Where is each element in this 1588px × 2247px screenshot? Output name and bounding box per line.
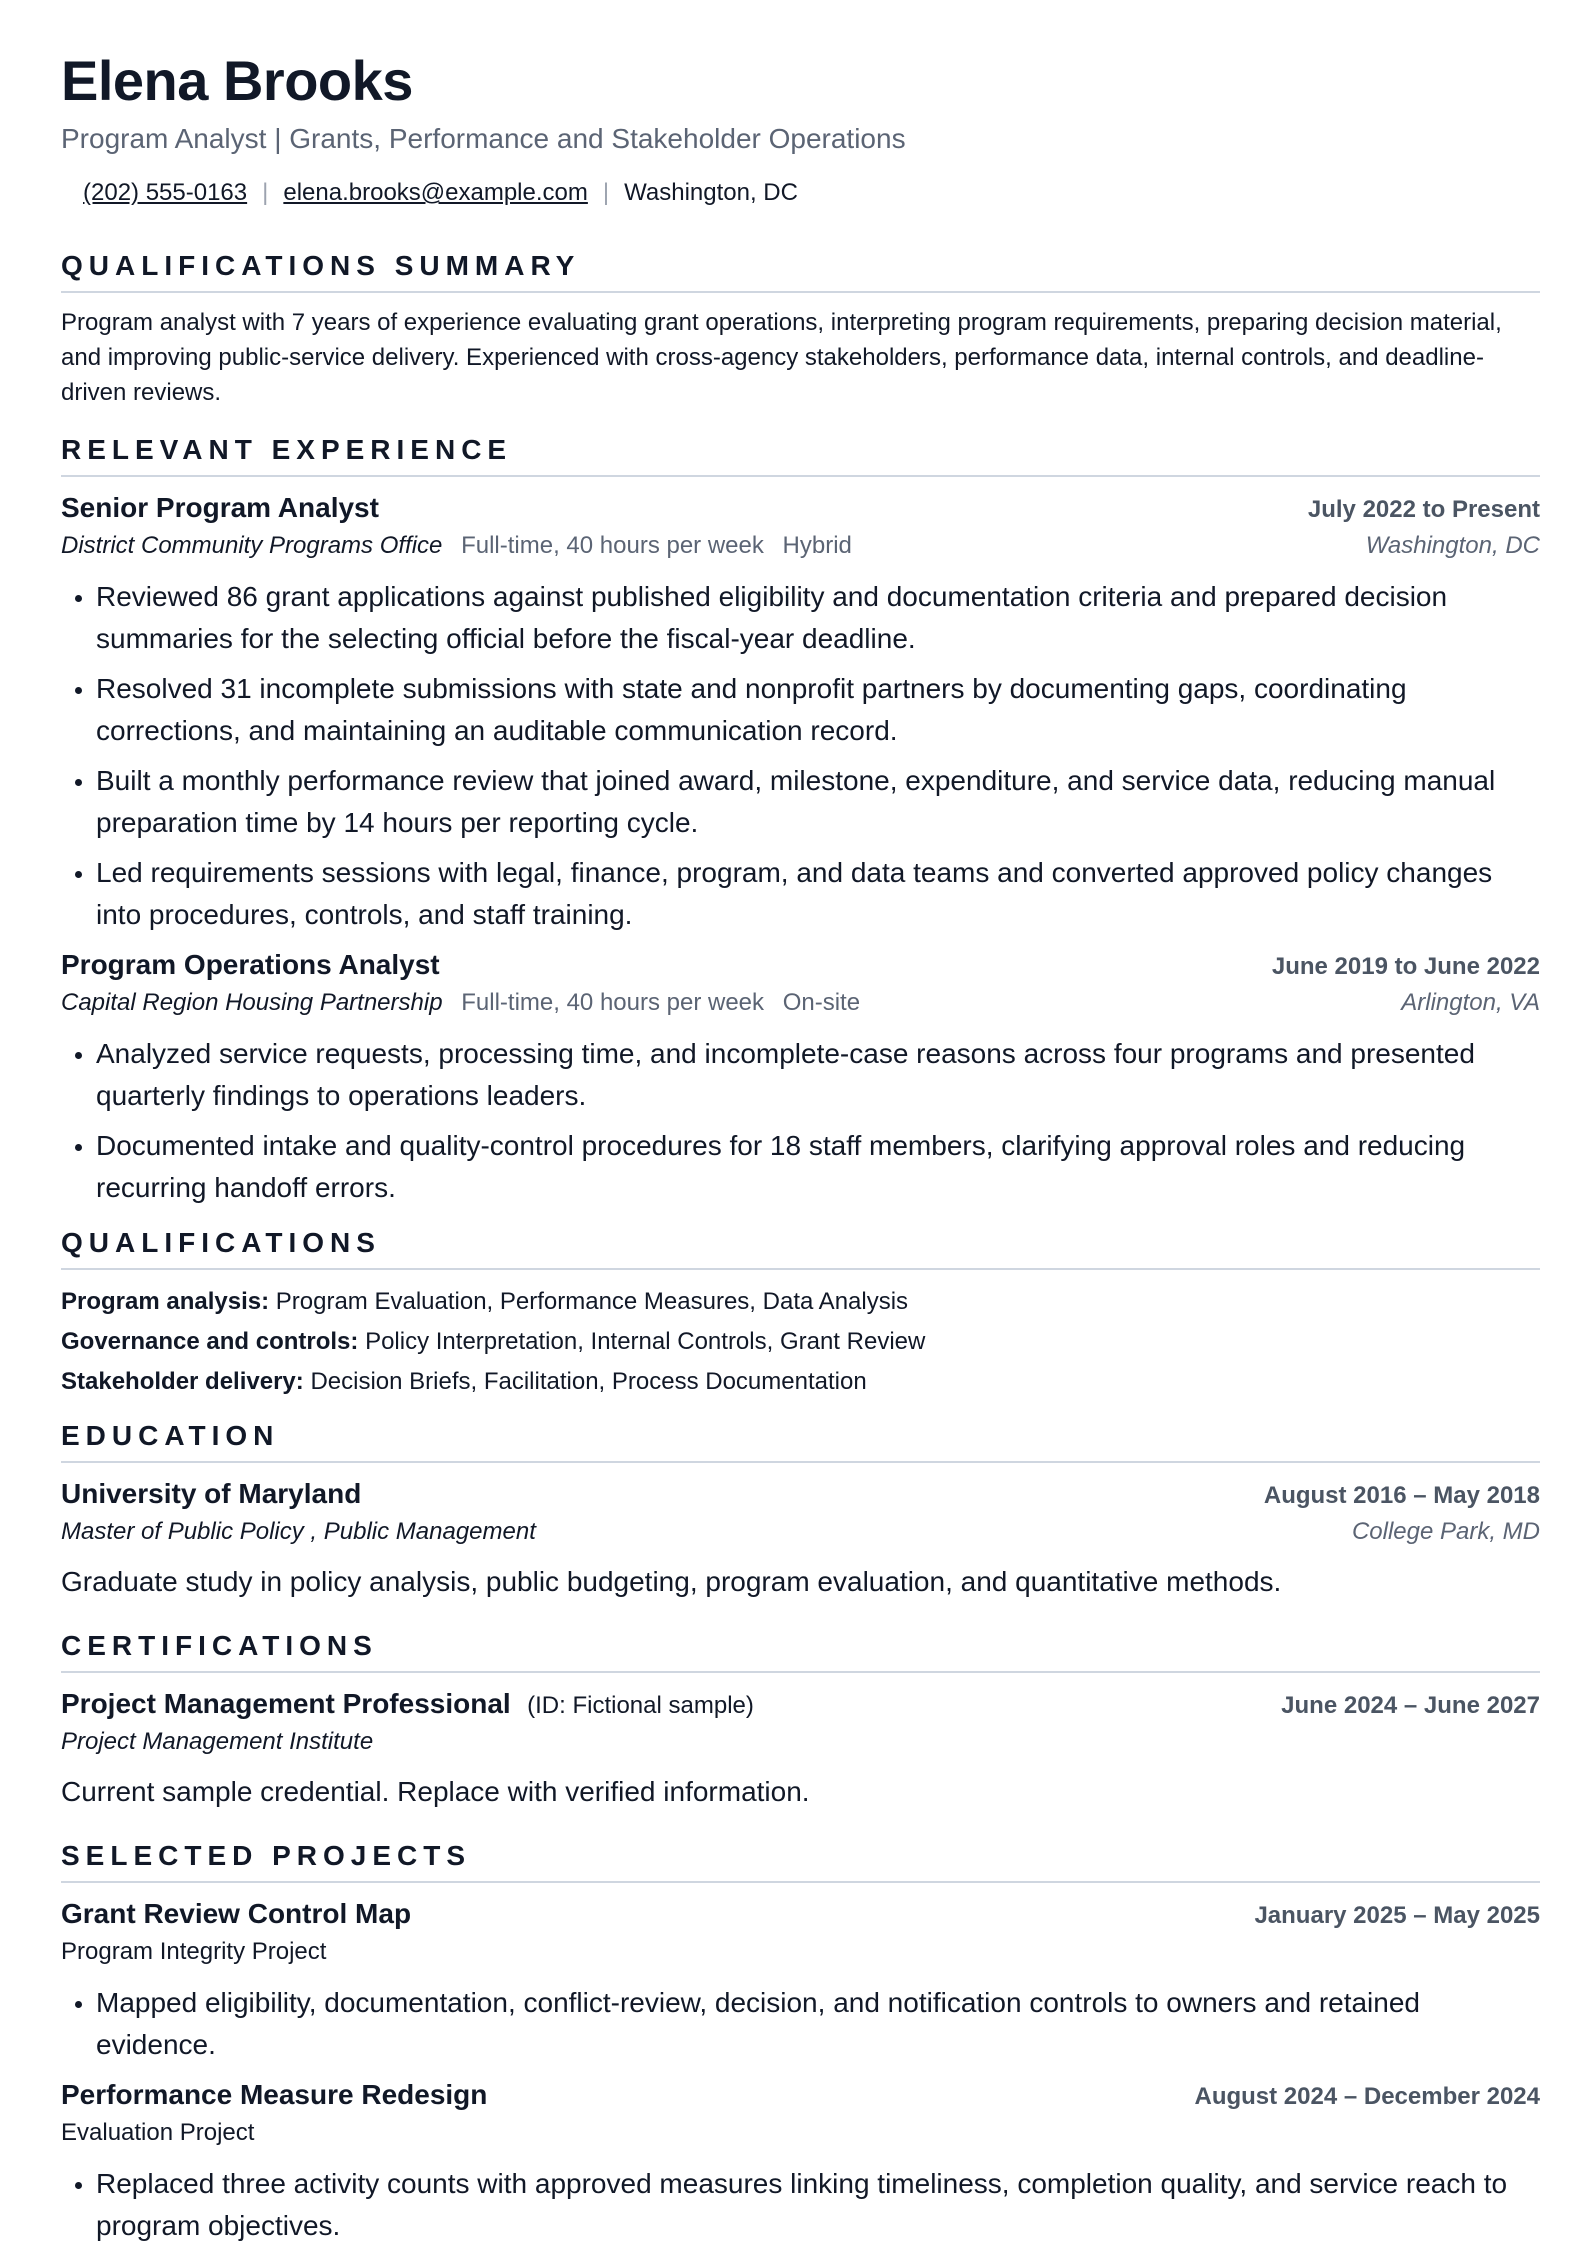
qualification-value: Decision Briefs, Facilitation, Process Documentation [310, 1367, 867, 1395]
certification-entry [61, 1685, 1540, 1812]
project-title: Grant Review Control Map [61, 1897, 412, 1929]
qualification-value: Program Evaluation, Performance Measures, Data Analysis [275, 1287, 909, 1315]
job-type: Full-time, 40 hours per week [461, 988, 765, 1016]
job-mode: Hybrid [782, 531, 852, 559]
job-location: Arlington, VA [1401, 988, 1540, 1016]
qualification-label: Governance and controls: [61, 1327, 359, 1355]
section-title: SELECTED PROJECTS [61, 1842, 1540, 1883]
certification-id: (ID: Fictional sample) [527, 1691, 754, 1719]
summary-section [61, 249, 1540, 410]
project-entry [61, 2076, 1540, 2247]
qualification-label: Program analysis: [61, 1287, 270, 1315]
email-link[interactable]: elena.brooks@example.com [283, 179, 588, 207]
job-bullets [61, 576, 1540, 936]
contact-line [61, 179, 1540, 208]
candidate-name: Elena Brooks [61, 49, 413, 112]
certification-issuer: Project Management Institute [61, 1727, 374, 1755]
bullet-item: • Led requirements sessions with legal, finance, program, and data teams and converted approved policy changes into procedures, controls, and staff training. [96, 852, 1540, 936]
section-title: RELEVANT EXPERIENCE [61, 436, 1540, 477]
project-subtitle: Program Integrity Project [61, 1937, 327, 1965]
qualification-line [61, 1322, 1540, 1362]
job-organization: Capital Region Housing Partnership [61, 988, 443, 1016]
qualifications-section [61, 1226, 1540, 1402]
bullet-item: • Reviewed 86 grant applications against published eligibility and documentation criteria and prepared decision summaries for the selecting official before the fiscal-year deadline. [96, 576, 1540, 660]
candidate-headline: Program Analyst | Grants, Performance and Stakeholder Operations [61, 122, 906, 154]
education-dates: August 2016 – May 2018 [1263, 1481, 1540, 1509]
contact-location: Washington, DC [624, 179, 798, 207]
projects-section [61, 1839, 1540, 2247]
job-dates: July 2022 to Present [1307, 495, 1540, 523]
section-title: QUALIFICATIONS SUMMARY [61, 252, 1540, 293]
summary-text: Program analyst with 7 years of experience evaluating grant operations, interpreting program requirements, preparing decision material, and improving public-service delivery. Experienced with cross-agency stakeholders, performance data, internal controls, and deadline-driven reviews. [61, 308, 1502, 406]
job-entry [61, 489, 1540, 936]
bullet-item: • Documented intake and quality-control procedures for 18 staff members, clarifying approval roles and reducing recurring handoff errors. [96, 1125, 1540, 1209]
bullet-item: • Replaced three activity counts with approved measures linking timeliness, completion quality, and service reach to program objectives. [96, 2163, 1540, 2247]
section-title: QUALIFICATIONS [61, 1229, 1540, 1270]
bullet-item: • Built a monthly performance review that joined award, milestone, expenditure, and service data, reducing manual preparation time by 14 hours per reporting cycle. [96, 760, 1540, 844]
certifications-section [61, 1629, 1540, 1812]
education-section [61, 1419, 1540, 1602]
qualification-line [61, 1362, 1540, 1402]
job-type: Full-time, 40 hours per week [461, 531, 764, 559]
job-dates: June 2019 to June 2022 [1271, 952, 1540, 980]
bullet-item: • Resolved 31 incomplete submissions with state and nonprofit partners by documenting gaps, coordinating corrections, and maintaining an auditable communication record. [96, 668, 1540, 752]
certification-description: Current sample credential. Replace with verified information. [61, 1775, 810, 1807]
bullet-item: • Mapped eligibility, documentation, conflict-review, decision, and notification controls to owners and retained evidence. [96, 1982, 1540, 2066]
certification-dates: June 2024 – June 2027 [1281, 1691, 1540, 1719]
school-name: University of Maryland [61, 1477, 362, 1509]
job-location: Washington, DC [1365, 531, 1540, 559]
education-location: College Park, MD [1351, 1517, 1540, 1545]
phone-link[interactable]: (202) 555-0163 [83, 179, 248, 207]
job-organization: District Community Programs Office [61, 531, 443, 559]
job-title: Senior Program Analyst [61, 491, 379, 523]
contact-separator: | [602, 179, 610, 207]
education-description: Graduate study in policy analysis, public budgeting, program evaluation, and quantitative methods. [61, 1565, 1282, 1597]
project-dates: August 2024 – December 2024 [1194, 2082, 1540, 2110]
job-entry [61, 946, 1540, 1209]
project-title: Performance Measure Redesign [61, 2078, 488, 2110]
project-entry [61, 1895, 1540, 2066]
job-mode: On-site [782, 988, 861, 1016]
qualification-value: Policy Interpretation, Internal Controls, Grant Review [365, 1327, 926, 1355]
experience-section [61, 433, 1540, 1209]
project-dates: January 2025 – May 2025 [1254, 1901, 1540, 1929]
project-subtitle: Evaluation Project [61, 2118, 255, 2146]
certification-name: Project Management Professional [61, 1687, 511, 1719]
education-entry [61, 1475, 1540, 1602]
contact-separator: | [262, 179, 269, 207]
section-title: CERTIFICATIONS [61, 1632, 1540, 1673]
project-bullets [61, 2163, 1540, 2247]
section-title: EDUCATION [61, 1422, 1540, 1463]
qualification-line [61, 1282, 1540, 1322]
degree: Master of Public Policy , Public Management [61, 1517, 536, 1545]
qualification-label: Stakeholder delivery: [61, 1367, 304, 1395]
job-bullets [61, 1033, 1540, 1209]
bullet-item: • Analyzed service requests, processing time, and incomplete-case reasons across four programs and presented quarterly findings to operations leaders. [96, 1033, 1540, 1117]
project-bullets [61, 1982, 1540, 2066]
job-title: Program Operations Analyst [61, 948, 440, 980]
